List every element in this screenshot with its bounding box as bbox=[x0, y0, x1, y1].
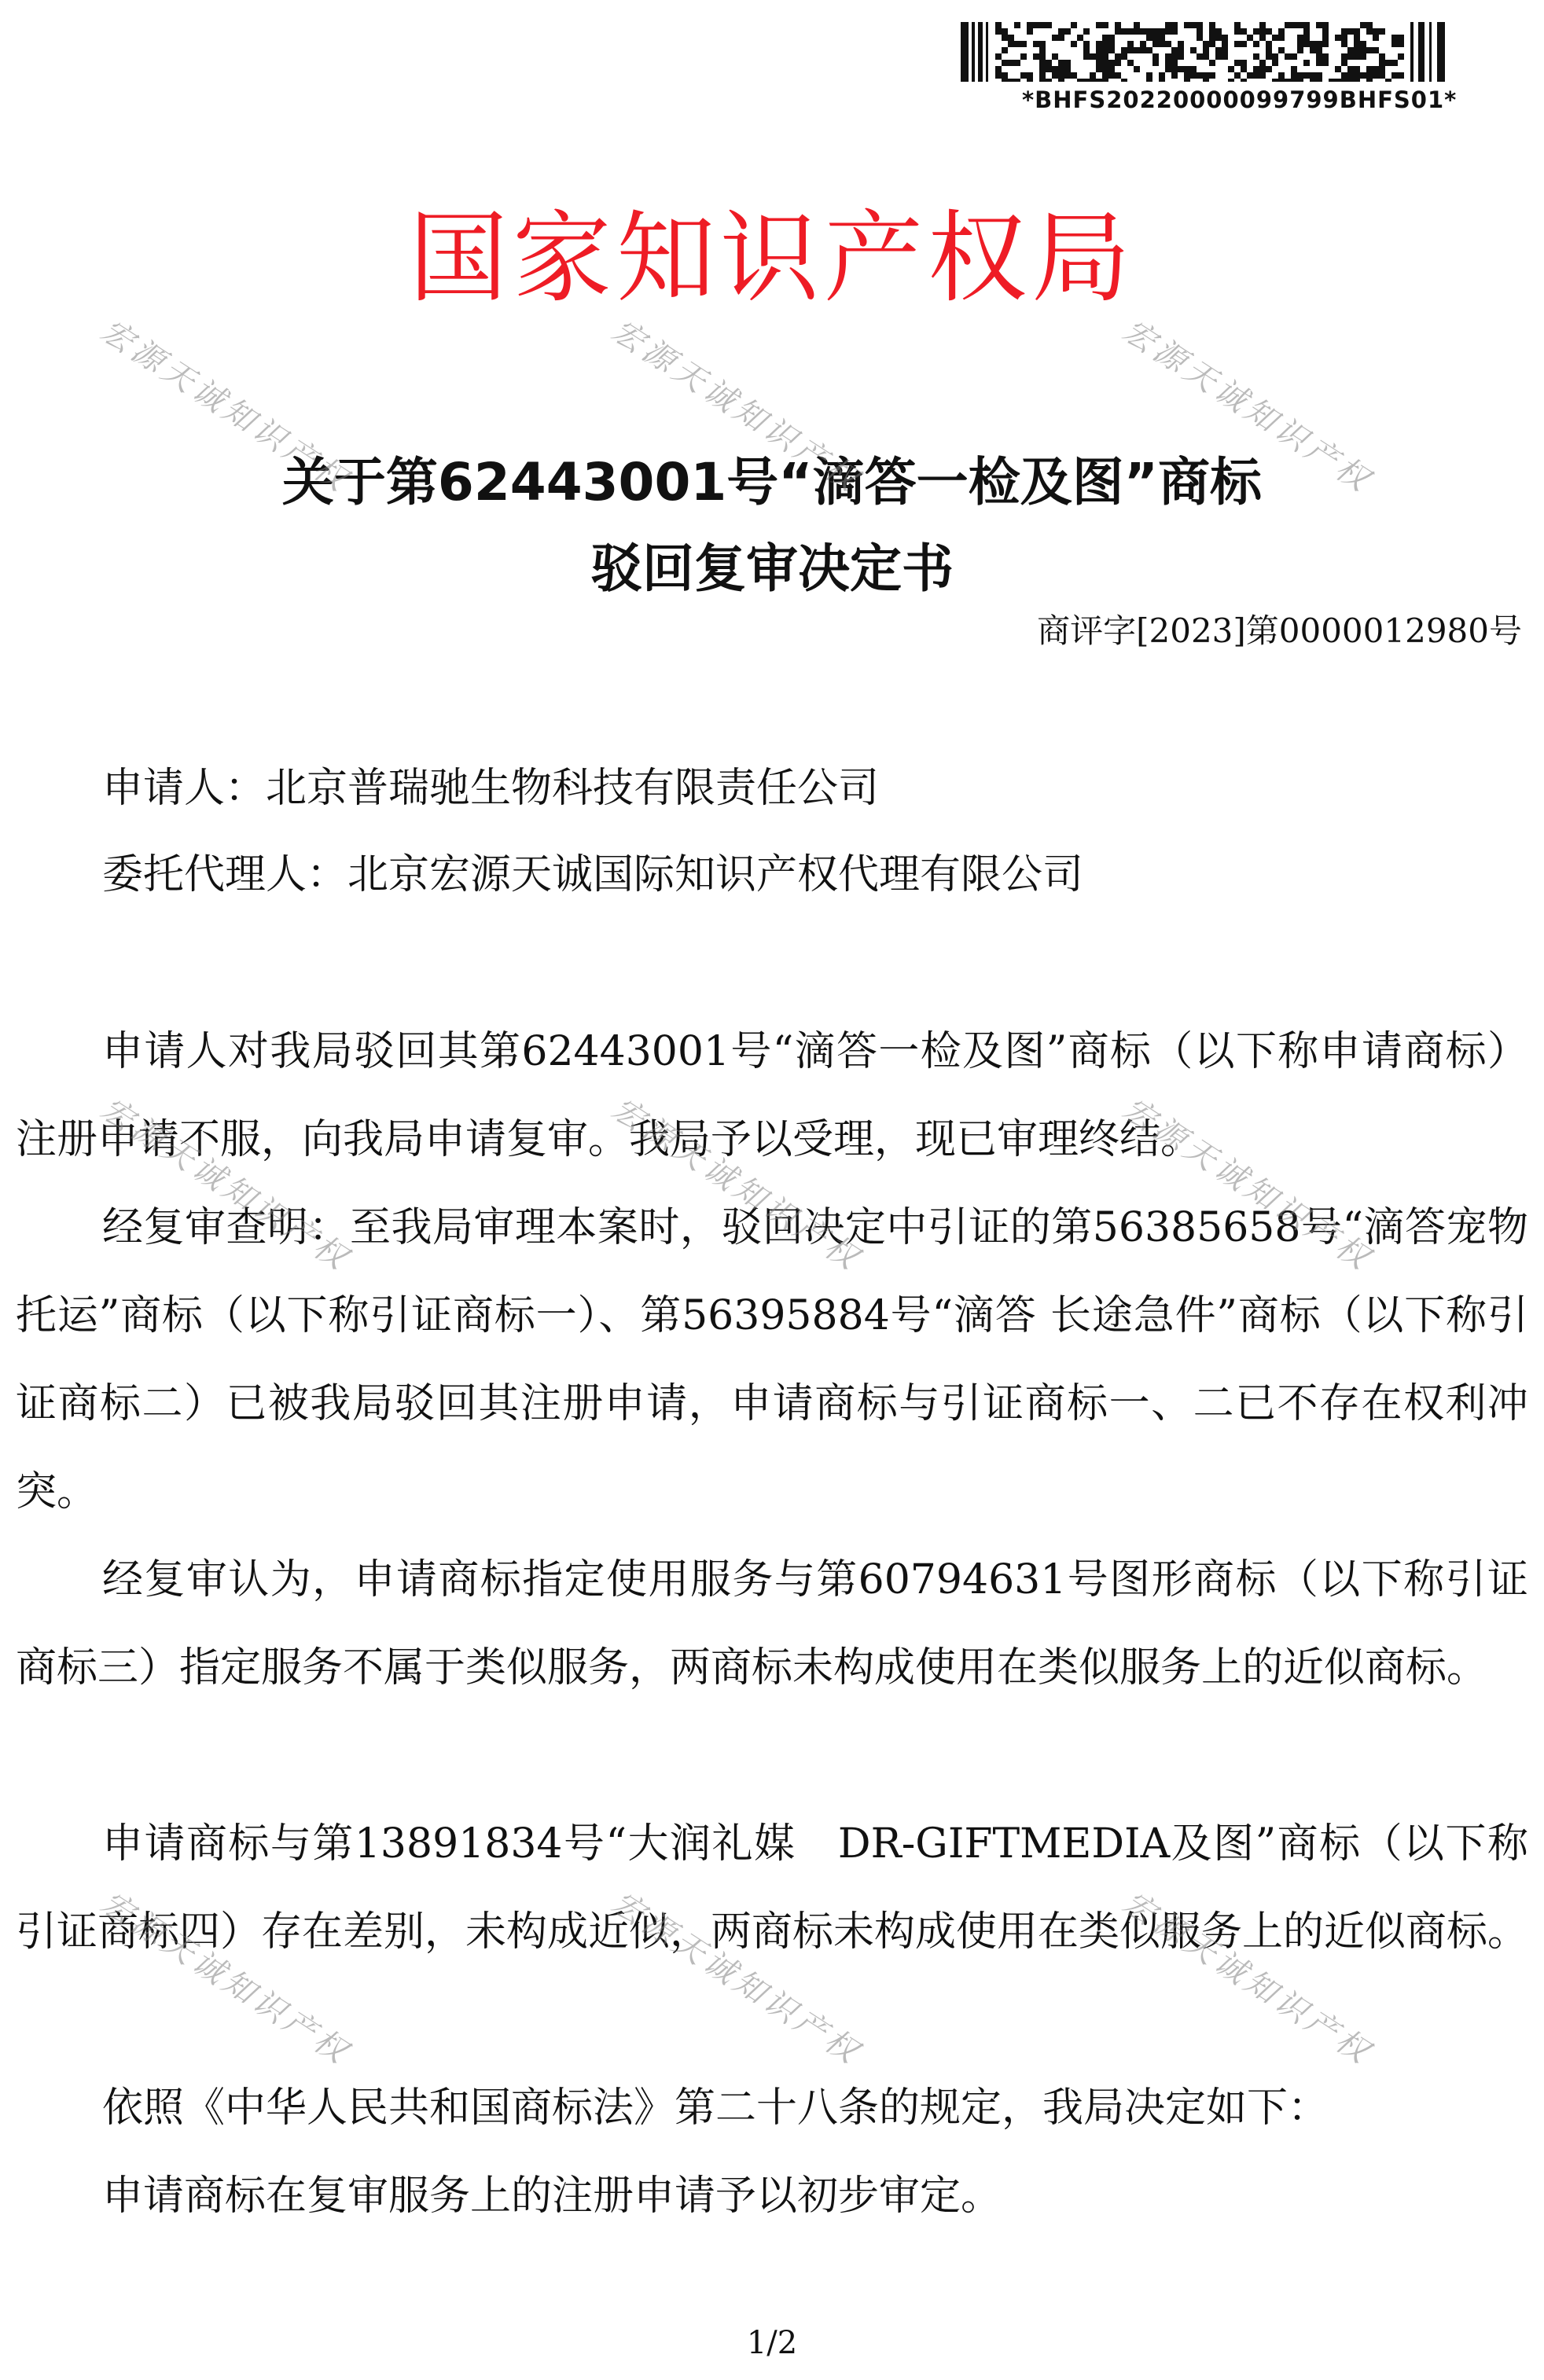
page-number: 1/2 bbox=[746, 2325, 798, 2361]
paragraph-intro: 申请人对我局驳回其第62443001号“滴答一检及图”商标（以下称申请商标）注册申请不服，向我局申请复审。我局予以受理，现已审理终结。 bbox=[16, 1028, 1528, 1163]
watermark: 宏源天诚知识产权 bbox=[94, 1884, 357, 2073]
watermark: 宏源天诚知识产权 bbox=[94, 312, 357, 501]
reference-number: 商评字[2023]第0000012980号 bbox=[1037, 612, 1522, 650]
barcode-text: *BHFS20220000099799BHFS01* bbox=[1022, 86, 1458, 113]
document-title-line1: 关于第62443001号“滴答一检及图”商标 bbox=[281, 452, 1263, 512]
barcode bbox=[961, 22, 1448, 82]
paragraph-opinion-2: 申请商标与第13891834号“大润礼媒 DR-GIFTMEDIA及图”商标（以下称引证商标四）存在差别，未构成近似，两商标未构成使用在类似服务上的近似商标。 bbox=[16, 1820, 1529, 1956]
barcode-graphic bbox=[961, 22, 1448, 82]
watermark: 宏源天诚知识产权 bbox=[1116, 1884, 1379, 2073]
watermark: 宏源天诚知识产权 bbox=[605, 1884, 868, 2073]
paragraph-opinion-1: 经复审认为，申请商标指定使用服务与第60794631号图形商标（以下称引证商标三）指定服务不属于类似服务，两商标未构成使用在类似服务上的近似商标。 bbox=[16, 1556, 1528, 1691]
watermark: 宏源天诚知识产权 bbox=[1116, 1090, 1379, 1279]
document-title-line2: 驳回复审决定书 bbox=[590, 538, 954, 599]
agent-field: 委托代理人：北京宏源天诚国际知识产权代理有限公司 bbox=[102, 851, 1084, 898]
agency-name: 国家知识产权局 bbox=[409, 200, 1135, 316]
paragraph-findings: 经复审查明：至我局审理本案时，驳回决定中引证的第56385658号“滴答宠物托运”商标（以下称引证商标一）、第56395884号“滴答 长途急件”商标（以下称引证商标二）已被我局驳回其注册申请，申请商标与引证商标一、二已不存在权利冲突。 bbox=[16, 1204, 1528, 1515]
watermark: 宏源天诚知识产权 bbox=[605, 312, 868, 501]
applicant-field: 申请人：北京普瑞驰生物科技有限责任公司 bbox=[102, 765, 880, 812]
paragraph-decision: 申请商标在复审服务上的注册申请予以初步审定。 bbox=[102, 2172, 1002, 2220]
watermark: 宏源天诚知识产权 bbox=[1116, 312, 1379, 501]
watermark: 宏源天诚知识产权 bbox=[94, 1090, 357, 1279]
paragraph-legal-basis: 依照《中华人民共和国商标法》第二十八条的规定，我局决定如下： bbox=[102, 2084, 1329, 2132]
watermark: 宏源天诚知识产权 bbox=[605, 1090, 868, 1279]
